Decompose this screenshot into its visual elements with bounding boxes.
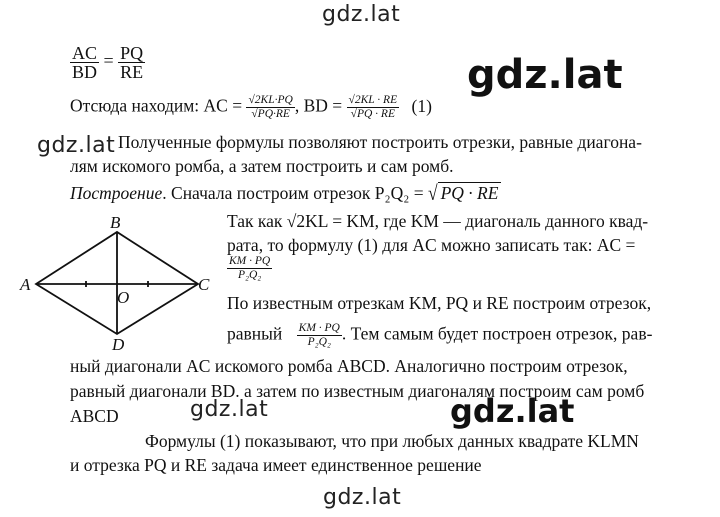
formula-label: (1) [411,95,432,116]
formula-separator: , BD = [294,95,343,116]
center-label-o: O [117,288,130,307]
paragraph-6-line-2: и отрезка PQ и RE задача имеет единственное решение [70,455,482,475]
paragraph-6-line-1: Формулы (1) показывают, что при любых данных квадрате KLMN [145,431,639,451]
ac-formula-numerator: √2KL·PQ [248,94,293,106]
sqrt-sign: √ [427,181,438,205]
paragraph-1-line-2: лям искомого ромба, а затем построить и сам ромб. [70,156,454,176]
rhombus-figure [16,212,226,362]
construction-text: . Сначала построим отрезок P₂Q₂ = [162,183,424,203]
paragraph-1-line-1: Полученные формулы позволяют построить отрезки, равные диагона- [118,132,642,152]
watermark-lower-right: gdz.lat [450,392,575,430]
paragraph-2-line-2: рата, то формулу (1) для AC можно записать так: AC = [227,235,636,255]
paragraph-5-line-3: ABCD [70,406,119,426]
ratio-lhs-numerator: AC [72,43,98,63]
watermark-bottom: gdz.lat [323,485,402,510]
ratio-lhs [70,44,99,81]
ratio-equals: = [103,50,114,71]
ac-formula-denominator: √PQ·RE [251,108,290,120]
km-inline-denominator: P₂Q₂ [307,336,331,348]
paragraph-5-line-2: равный диагонали BD. а затем по известным диагоналям построим сам ромб [70,381,645,401]
construction-heading: Построение [70,183,163,203]
km-fraction-line [227,255,272,282]
watermark-top: gdz.lat [322,2,401,27]
watermark-large-right: gdz.lat [467,52,623,98]
ratio-rhs-numerator: PQ [120,43,144,63]
ratio-lhs-denominator: BD [72,62,98,82]
bd-formula [347,94,400,121]
vertex-label-b: B [110,213,121,232]
km-fraction-inline [297,322,342,349]
km-fraction [227,255,272,282]
paragraph-5-line-1: ный диагонали AC искомого ромба ABCD. Аналогично построим отрезок, [70,356,628,376]
ratio-formula [70,44,145,81]
vertex-label-c: C [198,275,210,294]
construction-line [70,182,501,203]
formula-line-1 [70,94,432,121]
bd-formula-numerator: √2KL · RE [348,94,398,106]
vertex-label-d: D [112,335,125,354]
formula-prefix: Отсюда находим: AC = [70,95,243,116]
km-fraction-numerator: KM · PQ [229,255,271,267]
vertex-label-a: A [20,275,31,294]
ratio-rhs-denominator: RE [120,62,144,82]
watermark-left: gdz.lat [37,133,116,158]
km-fraction-denominator: P₂Q₂ [237,269,262,281]
ac-formula [246,94,294,121]
watermark-middle: gdz.lat [190,397,269,422]
paragraph-4-pre: равный [227,323,283,344]
paragraph-3: По известным отрезкам KM, PQ и RE построим отрезок, [227,293,652,313]
paragraph-2-line-1: Так как √2KL = KM, где KM — диагональ данного квад- [227,211,649,231]
ratio-rhs [118,44,145,81]
paragraph-4-post: . Тем самым будет построен отрезок, рав- [341,323,653,344]
paragraph-4 [227,322,652,349]
bd-formula-denominator: √PQ · RE [350,108,395,120]
construction-sqrt: PQ · RE [438,182,502,203]
km-inline-numerator: KM · PQ [298,322,340,334]
